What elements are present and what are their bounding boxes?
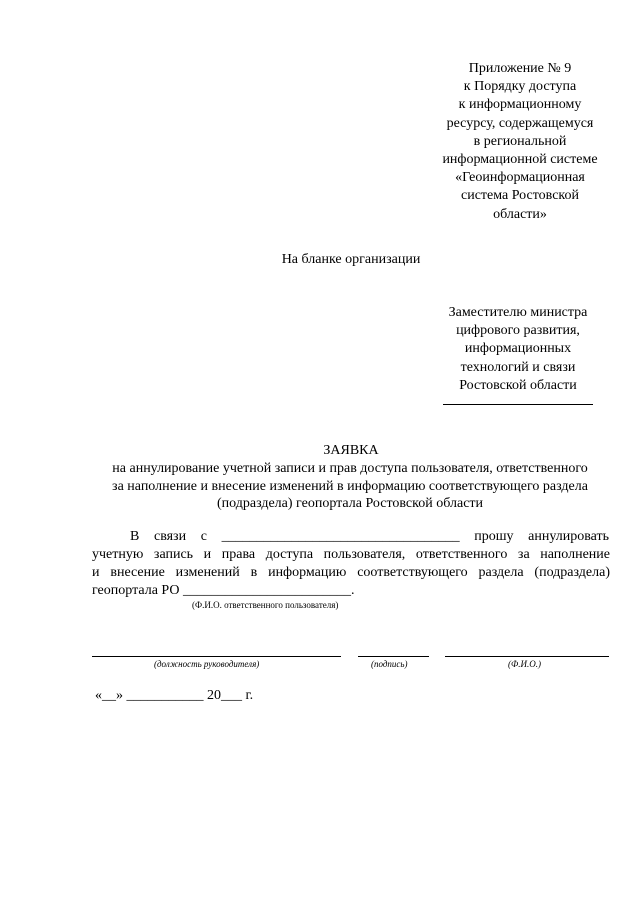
addressee-line: Ростовской области: [459, 377, 577, 393]
caption-user-fio: (Ф.И.О. ответственного пользователя): [192, 600, 339, 610]
appendix-line: информационной системе: [442, 152, 598, 168]
appendix-line: к Порядку доступа: [463, 79, 577, 95]
addressee-block: [420, 304, 616, 395]
addressee-underline: [443, 404, 593, 405]
subject-line: за наполнение и внесение изменений в информацию соответствующего раздела: [112, 478, 588, 494]
document-subject: [80, 460, 620, 513]
position-line: [92, 656, 341, 657]
caption-fio: (Ф.И.О.): [508, 659, 541, 669]
appendix-line: система Ростовской: [461, 188, 579, 204]
subject-line: на аннулирование учетной записи и прав доступа пользователя, ответственного: [112, 461, 588, 476]
letterhead-note: На бланке организации: [281, 252, 421, 267]
addressee-line: Заместителю министра: [448, 305, 588, 320]
caption-signature: (подпись): [371, 659, 408, 669]
addressee-line: информационных: [464, 341, 572, 357]
signature-line: [358, 656, 429, 657]
appendix-line: к информационному: [458, 97, 582, 113]
body-line-4: геопортала РО ________________________.: [92, 583, 355, 598]
fio-line: [445, 656, 609, 657]
document-title: ЗАЯВКА: [323, 443, 379, 458]
date-line: «__» ___________ 20___ г.: [95, 688, 254, 703]
appendix-line: «Геоинформационная: [455, 170, 585, 186]
appendix-block: [420, 60, 620, 224]
addressee-line: цифрового развития,: [456, 323, 580, 339]
caption-position: (должность руководителя): [154, 659, 260, 669]
subject-line: (подраздела) геопортала Ростовской области: [216, 496, 484, 511]
appendix-line: ресурсу, содержащемуся: [446, 115, 594, 131]
appendix-line: области»: [493, 206, 547, 222]
body-line-3: и внесение изменений в информацию соответствующего раздела (подраздела): [92, 565, 610, 580]
body-line-2: учетную запись и права доступа пользователя, ответственного за наполнение: [92, 547, 610, 562]
addressee-line: технологий и связи: [460, 359, 576, 375]
body-line-1: В связи с __________________________________ прошу аннулировать: [130, 529, 609, 544]
appendix-line: в региональной: [473, 133, 567, 149]
appendix-line: Приложение № 9: [468, 61, 572, 76]
